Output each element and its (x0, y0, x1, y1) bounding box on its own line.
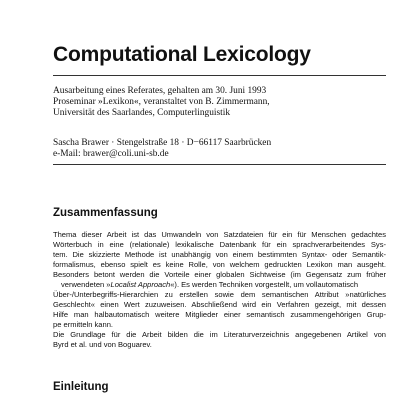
meta-line-occasion: Ausarbeitung eines Referates, gehalten am 30. Juni 1993 (53, 86, 267, 96)
meta-line-seminar: Proseminar »Lexikon«, veranstaltet von B. Zimmermann, (53, 97, 270, 108)
summary-text: verwendeten » (61, 280, 111, 289)
paper-meta (53, 86, 270, 120)
summary-line: Wörterbuch in eine (relationale) lexikalische Datenbank für ein sprachverarbeitendes Sys- (53, 240, 386, 249)
summary-line: pe ermitteln kann. (53, 320, 113, 329)
header-rule (53, 164, 386, 165)
author-email: e-Mail: brawer@coli.uni-sb.de (53, 149, 169, 160)
summary-text: «). Es werden Techniken vorgestellt, um vollautomatisch (170, 280, 359, 289)
author-address: Sascha Brawer · Stengelstraße 18 · D−66117 Saarbrücken (53, 138, 272, 148)
summary-heading: Zusammenfassung (53, 207, 158, 219)
summary-line: Byrd et al. und von Boguarev. (53, 340, 152, 349)
summary-line: tem. Die skizzierte Methode ist unabhängig von einem bestimmten Syntax- oder Semantik- (53, 250, 386, 259)
title-rule (53, 75, 386, 76)
summary-line: Über-/Unterbegriffs-Hierarchien zu erstellen sowie dem semantischen Attribut »natürliches (53, 290, 386, 299)
summary-line: Thema dieser Arbeit ist das Umwandeln von Satzdateien für ein für Menschen gedachtes (53, 230, 386, 239)
localist-approach-term: Localist Approach (110, 280, 171, 289)
introduction-heading: Einleitung (53, 381, 109, 393)
summary-line (53, 280, 386, 290)
summary-line: Die Grundlage für die Arbeit bilden die im Literaturverzeichnis angegebenen Artikel von (53, 330, 386, 339)
summary-body (53, 230, 386, 350)
paper-title: Computational Lexicology (53, 43, 311, 66)
meta-line-university: Universität des Saarlandes, Computerlinguistik (53, 108, 231, 119)
author-contact (53, 138, 271, 160)
summary-line: Geschlecht« einen Wert zuzuweisen. Abschließend wird ein Verfahren gezeigt, mit dessen (53, 300, 386, 309)
summary-line: Hilfe man halbautomatisch weitere Mitglieder einer semantisch zusammengehörigen Grup- (53, 310, 386, 319)
summary-line: formalismus, ebenso spielt es keine Rolle, von welchem gedruckten Lexikon man ausgeht. (53, 260, 386, 269)
summary-line: Besonders betont werden die Vorteile einer globalen Sichtweise (im Gegensatz zum früher (53, 270, 386, 279)
